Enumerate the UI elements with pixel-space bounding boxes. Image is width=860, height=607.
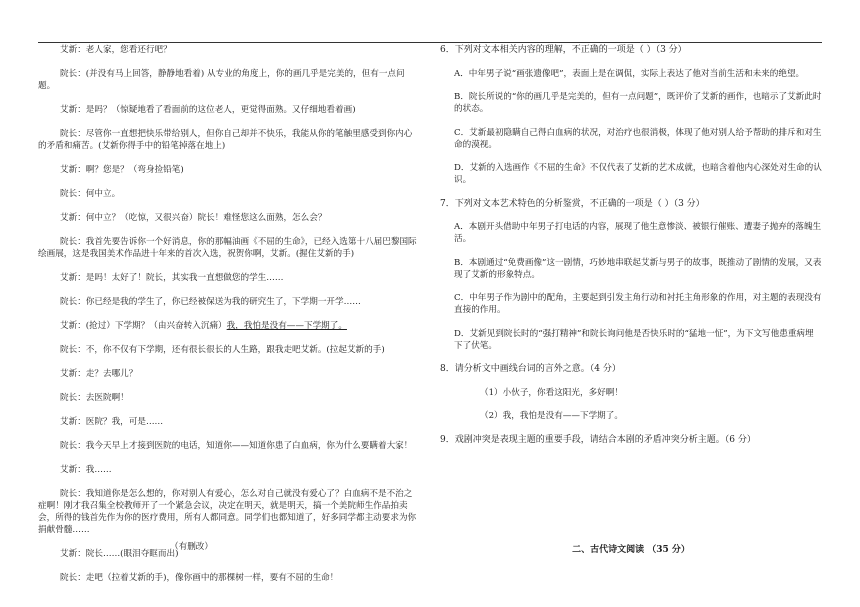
passage-column [38,44,418,596]
dialogue-line: 艾新：走？去哪儿？ [60,369,138,379]
q8-sub-2: （2）我，我怕是没有——下学期了。 [480,411,623,421]
dialogue-line: 院长：我首先要告诉你一个好消息，你的那幅油画《不屈的生命》，已经入选第十八届巴黎国际绘画展，这是我国美术作品进十年来的首次入选，祝贺你啊，艾新。(握住艾新的手) [38,237,417,259]
dialogue-line: 艾新：是吗！太好了！院长，其实我一直想做您的学生…… [60,273,284,283]
q8-sub-1: （1）小伙子，你看这阳光，多好啊！ [480,387,623,398]
dialogue-line: 艾新：院长……(眼泪夺眶而出) [60,549,179,559]
dialogue-line: 艾新：啊？您是？（弯身捡铅笔) [60,165,184,175]
dialogue-text: 艾新：(抢过）下学期？（由兴奋转入沉痛） [60,321,227,331]
question-8-stem: 8．请分析文中画线台词的言外之意。（4 分） [440,364,621,374]
section-heading: 二、古代诗文阅读 （35 分） [572,545,690,555]
dialogue-line [38,320,418,332]
q7-option-d: D．艾新见到院长时的“强打精神”和院长询问他是否快乐时的“猛地一怔”，为下文写他患重病埋下了伏笔。 [454,328,814,351]
q6-option-c: C．艾新最初隐瞒自己得白血病的状况，对治疗也很消极，体现了他对别人给予帮助的排斥和对生命的漠视。 [454,127,822,150]
underlined-line: 我，我怕是没有——下学期了。 [226,321,347,331]
q7-option-b: B．本剧通过“免费画像”这一剧情，巧妙地串联起艾新与男子的故事，既推动了剧情的发展，又表现了艾新的形象特点。 [454,257,822,280]
dialogue-line: 艾新：医院？我，可是…… [60,417,164,427]
dialogue-line: 院长：何中立。 [60,189,121,199]
questions-column [440,44,822,457]
dialogue-line: 院长：走吧（拉着艾新的手)，像你画中的那棵树一样，要有不屈的生命！ [60,573,339,583]
dialogue-line: 艾新：我…… [60,465,112,475]
dialogue-line: 院长：我知道你是怎么想的，你对别人有爱心，怎么对自己就没有爱心了？白血病不是不治之症啊！刚才我召集全校教师开了一个紧急会议，决定在明天，就是明天，搞一个美院师生作品拍卖会，所得的钱首先作为你的医疗费用，所有人都同意。同学们也都知道了，好多同学都主动要求为你捐献骨髓…… [38,489,417,535]
q7-option-c: C．中年男子作为剧中的配角，主要起到引发主角行动和衬托主角形象的作用，对主题的表现没有直接的作用。 [454,293,822,315]
dialogue-line: 院长：尽管你一直想把快乐带给别人，但你自己却并不快乐，我能从你的笔触里感受到你内心的矛盾和痛苦。(艾新你得手中的铅笔掉落在地上) [38,129,413,151]
question-7-stem: 7．下列对文本艺术特色的分析鉴赏，不正确的一项是（ ）（3 分） [440,198,705,209]
q7-option-a: A．本剧开头借助中年男子打电话的内容，展现了他生意惨淡、被银行催账、遭妻子抛弃的落魄生活。 [454,222,822,244]
dialogue-line: 院长：我今天早上才接到医院的电话，知道你——知道你患了白血病，你为什么要瞒着大家！ [60,441,413,451]
dialogue-line: 艾新：何中立？（吃惊，又很兴奋）院长！难怪您这么面熟，怎么会？ [60,213,327,223]
edit-note: （有删改） [170,542,213,552]
question-9-stem: 9．戏剧冲突是表现主题的重要手段，请结合本剧的矛盾冲突分析主题。（6 分） [440,434,756,445]
dialogue-line: 院长：去医院啊！ [60,393,129,403]
dialogue-line: 院长：你已经是我的学生了，你已经被保送为我的研究生了，下学期一开学…… [60,297,361,307]
dialogue-line: 艾新：是吗？（惊疑地看了看面前的这位老人，更觉得面熟。又仔细地看着画) [60,105,356,115]
dialogue-line: 院长：不，你不仅有下学期，还有很长很长的人生路，跟我走吧艾新。(拉起艾新的手) [60,345,385,355]
dialogue-line: 院长：(并没有马上回答，静静地看着) 从专业的角度上，你的画几乎是完美的，但有一点问题。 [38,69,405,91]
q6-option-b: B．院长所说的“你的画几乎是完美的，但有一点问题”，既评价了艾新的画作，也暗示了艾新此时的状态。 [454,92,822,114]
q6-option-d: D．艾新的入选画作《不屈的生命》不仅代表了艾新的艺术成就，也暗含着他内心深处对生命的认识。 [454,163,822,185]
question-6-stem: 6．下列对文本相关内容的理解，不正确的一项是（ ）（3 分） [440,45,687,55]
top-rule [38,42,822,43]
dialogue-line: 艾新：老人家，您看还行吧？ [60,45,172,55]
q6-option-a: A．中年男子说“画张遗像吧”，表面上是在调侃，实际上表达了他对当前生活和未来的绝望。 [454,68,805,79]
